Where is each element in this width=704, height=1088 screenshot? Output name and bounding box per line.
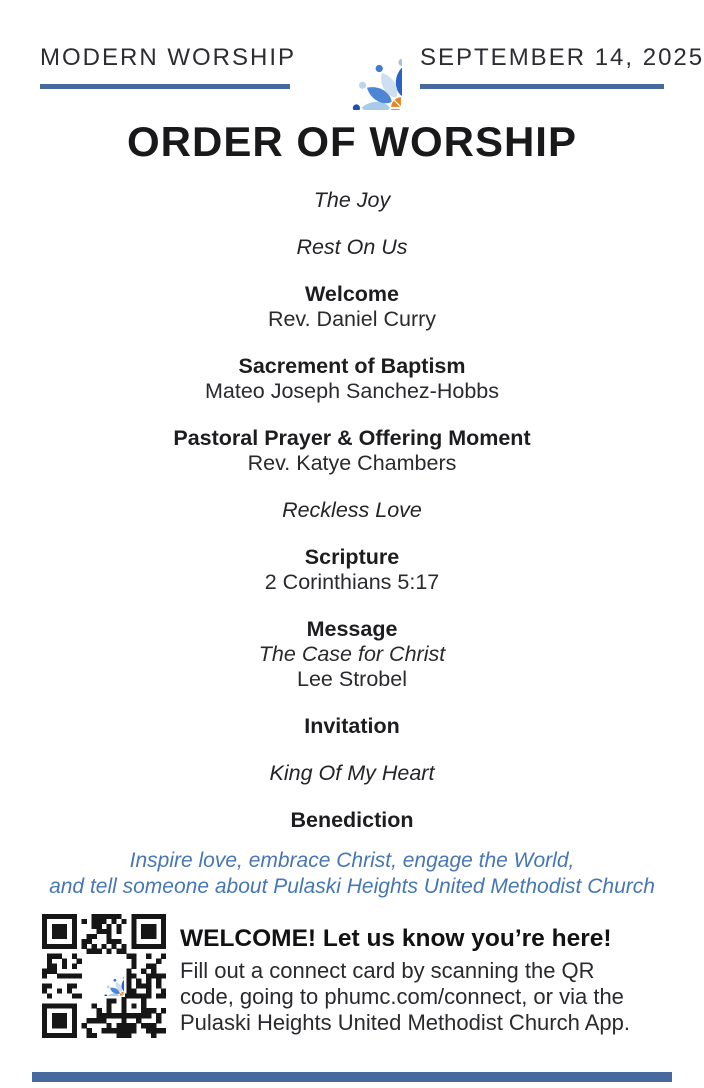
order-item-detail: Mateo Joseph Sanchez-Hobbs bbox=[204, 379, 499, 403]
welcome-body-line: code, going to phumc.com/connect, or via the bbox=[180, 984, 624, 1009]
mission-statement bbox=[0, 848, 704, 899]
order-item-detail: Rev. Katye Chambers bbox=[247, 451, 457, 475]
order-item-liturgy bbox=[0, 617, 704, 692]
mission-line-1: Inspire love, embrace Christ, engage the World, bbox=[129, 849, 575, 872]
welcome-body-line: Pulaski Heights United Methodist Church App. bbox=[180, 1010, 631, 1035]
header-rule-right bbox=[420, 84, 664, 89]
footer-accent-bar bbox=[32, 1072, 672, 1082]
order-item-song bbox=[0, 188, 704, 213]
connect-qr-code bbox=[42, 914, 166, 1038]
order-of-worship-list bbox=[0, 188, 704, 855]
service-date: SEPTEMBER 14, 2025 bbox=[420, 44, 704, 71]
order-item-detail: 2 Corinthians 5:17 bbox=[264, 570, 440, 594]
order-item-title: Scripture bbox=[304, 545, 400, 569]
order-item-liturgy bbox=[0, 426, 704, 476]
order-item-song bbox=[0, 498, 704, 523]
order-item-liturgy bbox=[0, 282, 704, 332]
order-item-liturgy bbox=[0, 714, 704, 739]
order-item-title: Rest On Us bbox=[296, 235, 408, 259]
header-rule-left bbox=[40, 84, 290, 89]
order-item-title: Benediction bbox=[290, 808, 414, 832]
order-item-detail: Lee Strobel bbox=[297, 667, 407, 691]
order-item-title: Welcome bbox=[305, 282, 399, 306]
order-item-title: Pastoral Prayer & Offering Moment bbox=[173, 426, 531, 450]
order-item-detail: Rev. Daniel Curry bbox=[267, 307, 437, 331]
order-item-title: Invitation bbox=[304, 714, 400, 738]
welcome-body bbox=[180, 958, 674, 1036]
order-item-title: Sacrement of Baptism bbox=[238, 354, 466, 378]
order-item-liturgy bbox=[0, 545, 704, 595]
welcome-heading: WELCOME! Let us know you’re here! bbox=[180, 925, 612, 952]
mission-line-2: and tell someone about Pulaski Heights United Methodist Church bbox=[49, 874, 655, 898]
welcome-text bbox=[180, 912, 674, 1036]
welcome-body-line: Fill out a connect card by scanning the QR bbox=[180, 958, 595, 983]
church-flower-logo-icon bbox=[302, 6, 402, 110]
page-title: ORDER OF WORSHIP bbox=[126, 118, 577, 165]
order-item-title: Reckless Love bbox=[282, 498, 422, 522]
order-item-title: Message bbox=[306, 617, 398, 641]
order-item-detail: The Case for Christ bbox=[258, 642, 446, 666]
order-item-song bbox=[0, 761, 704, 786]
order-item-title: King Of My Heart bbox=[269, 761, 435, 785]
qr-center-logo-icon bbox=[83, 955, 125, 997]
order-item-liturgy bbox=[0, 808, 704, 833]
order-item-song bbox=[0, 235, 704, 260]
order-item-liturgy bbox=[0, 354, 704, 404]
order-item-title: The Joy bbox=[313, 188, 391, 212]
service-name: MODERN WORSHIP bbox=[40, 44, 296, 71]
